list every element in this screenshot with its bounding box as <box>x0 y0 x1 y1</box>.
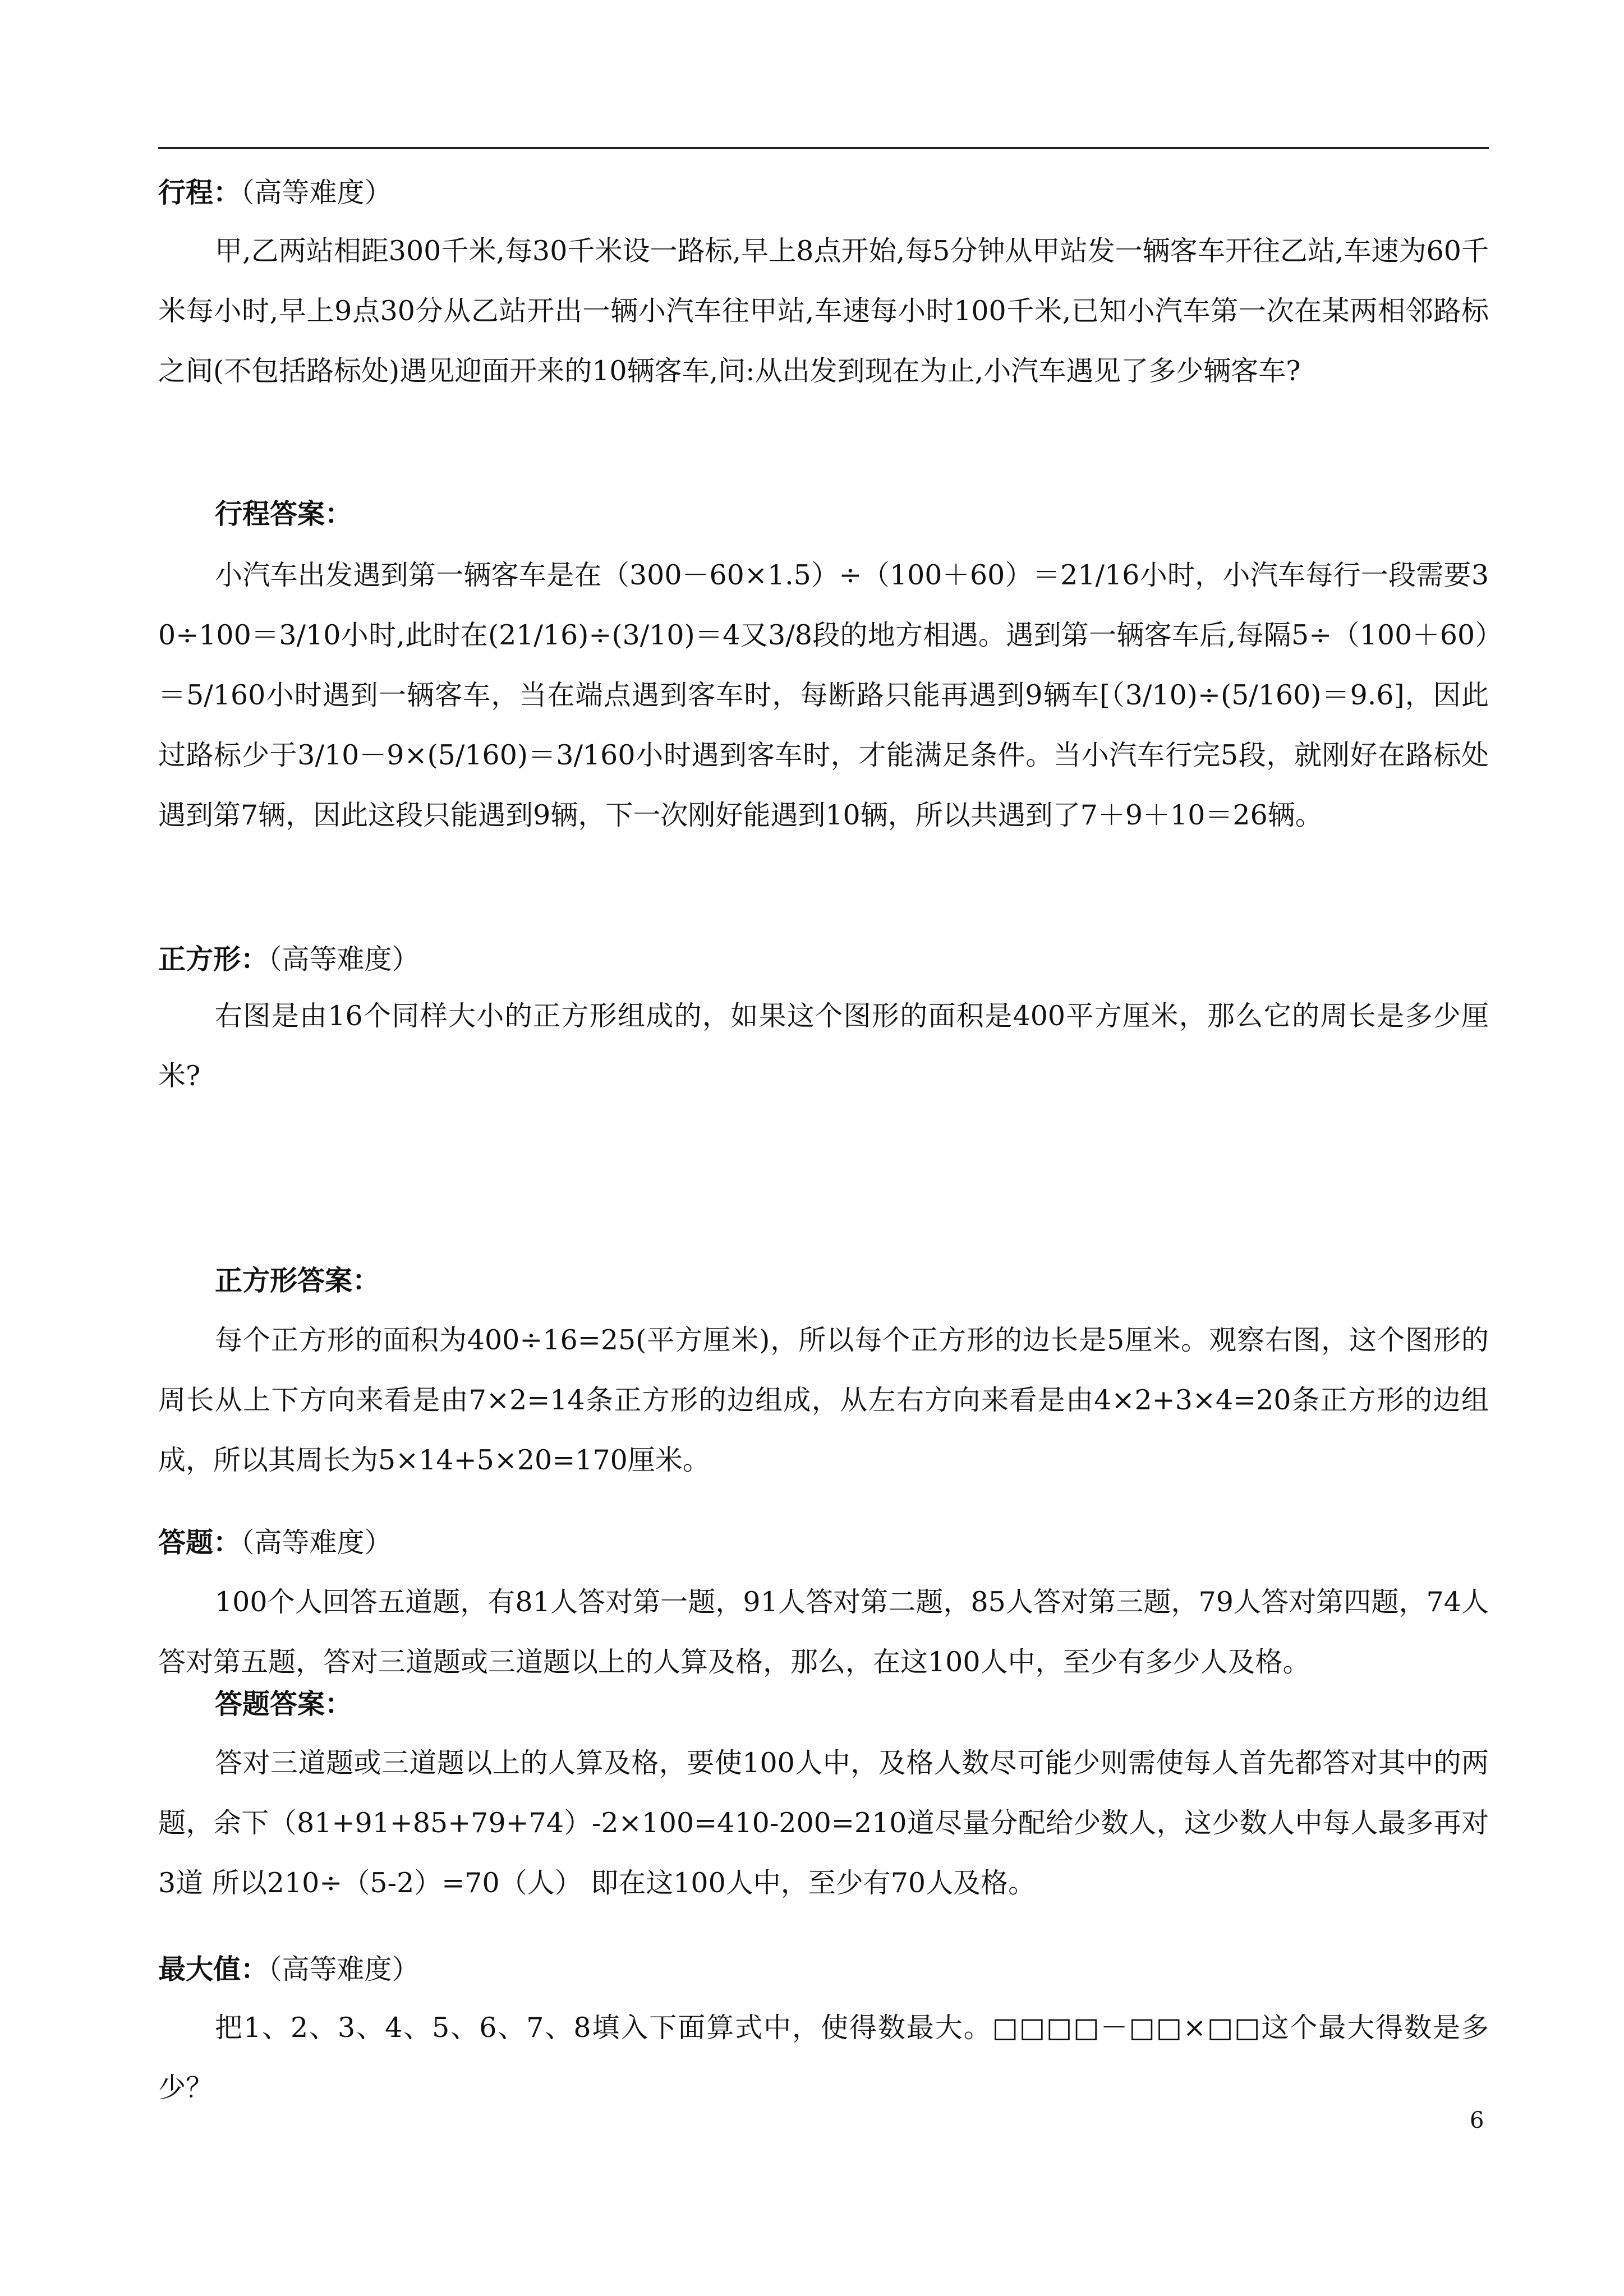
quiz-question: 100个人回答五道题，有81人答对第一题，91人答对第二题，85人答对第三题，79人答对第四题，74人答对第五题，答对三道题或三道题以上的人算及格，那么，在这100人中，至少有多少人及格。 <box>158 1586 1489 1678</box>
square-heading <box>158 938 420 977</box>
travel-title: 行程： <box>158 177 241 209</box>
max-title: 最大值： <box>158 1953 269 1985</box>
quiz-title: 答题： <box>158 1527 241 1559</box>
travel-question: 甲,乙两站相距300千米,每30千米设一路标,早上8点开始,每5分钟从甲站发一辆客车开往乙站,车速为60千米每小时,早上9点30分从乙站开出一辆小汽车往甲站,车速每小时100千米,已知小汽车第一次在某两相邻路标之间(不包括路标处)遇见迎面开来的10辆客车,问:从出发到现在为止,小汽车遇见了多少辆客车? <box>158 235 1489 387</box>
quiz-answer-title: 答题答案： <box>215 1688 353 1720</box>
page-number: 6 <box>1470 2108 1484 2133</box>
square-difficulty: （高等难度） <box>268 943 420 975</box>
max-difficulty: （高等难度） <box>268 1953 420 1985</box>
quiz-difficulty: （高等难度） <box>241 1527 392 1559</box>
travel-heading <box>158 171 392 210</box>
max-heading <box>158 1948 420 1987</box>
travel-answer: 小汽车出发遇到第一辆客车是在（300－60×1.5）÷（100＋60）＝21/16小时，小汽车每行一段需要30÷100＝3/10小时,此时在(21/16)÷(3/10)＝4又3/8段的地方相遇。遇到第一辆客车后,每隔5÷（100＋60）＝5/160小时遇到一辆客车，当在端点遇到客车时，每断路只能再遇到9辆车[（3/10)÷(5/160)＝9.6]，因此过路标少于3/10－9×(5/160)＝3/160小时遇到客车时，才能满足条件。当小汽车行完5段，就刚好在路标处遇到第7辆，因此这段只能遇到9辆，下一次刚好能遇到10辆，所以共遇到了7＋9＋10＝26辆。 <box>158 559 1489 831</box>
square-title: 正方形： <box>158 943 269 975</box>
travel-difficulty: （高等难度） <box>241 177 392 209</box>
square-question: 右图是由16个同样大小的正方形组成的，如果这个图形的面积是400平方厘米，那么它的周长是多少厘米? <box>158 1000 1489 1092</box>
travel-answer-title: 行程答案： <box>215 498 353 530</box>
header-rule <box>158 147 1489 149</box>
quiz-heading <box>158 1521 392 1560</box>
max-question: 把1、2、3、4、5、6、7、8填入下面算式中，使得数最大。□□□□－□□×□□这个最大得数是多少？ <box>158 2012 1489 2104</box>
square-answer-title: 正方形答案： <box>215 1265 380 1297</box>
square-answer: 每个正方形的面积为400÷16=25(平方厘米)，所以每个正方形的边长是5厘米。观察右图，这个图形的周长从上下方向来看是由7×2=14条正方形的边组成，从左右方向来看是由4×2+3×4=20条正方形的边组成，所以其周长为5×14+5×20=170厘米。 <box>158 1324 1489 1476</box>
quiz-answer: 答对三道题或三道题以上的人算及格，要使100人中，及格人数尽可能少则需使每人首先都答对其中的两题，余下（81+91+85+79+74）-2×100=410-200=210道尽量分配给少数人，这少数人中每人最多再对3道 所以210÷（5-2）=70（人） 即在这100人中，至少有70人及格。 <box>158 1747 1489 1899</box>
